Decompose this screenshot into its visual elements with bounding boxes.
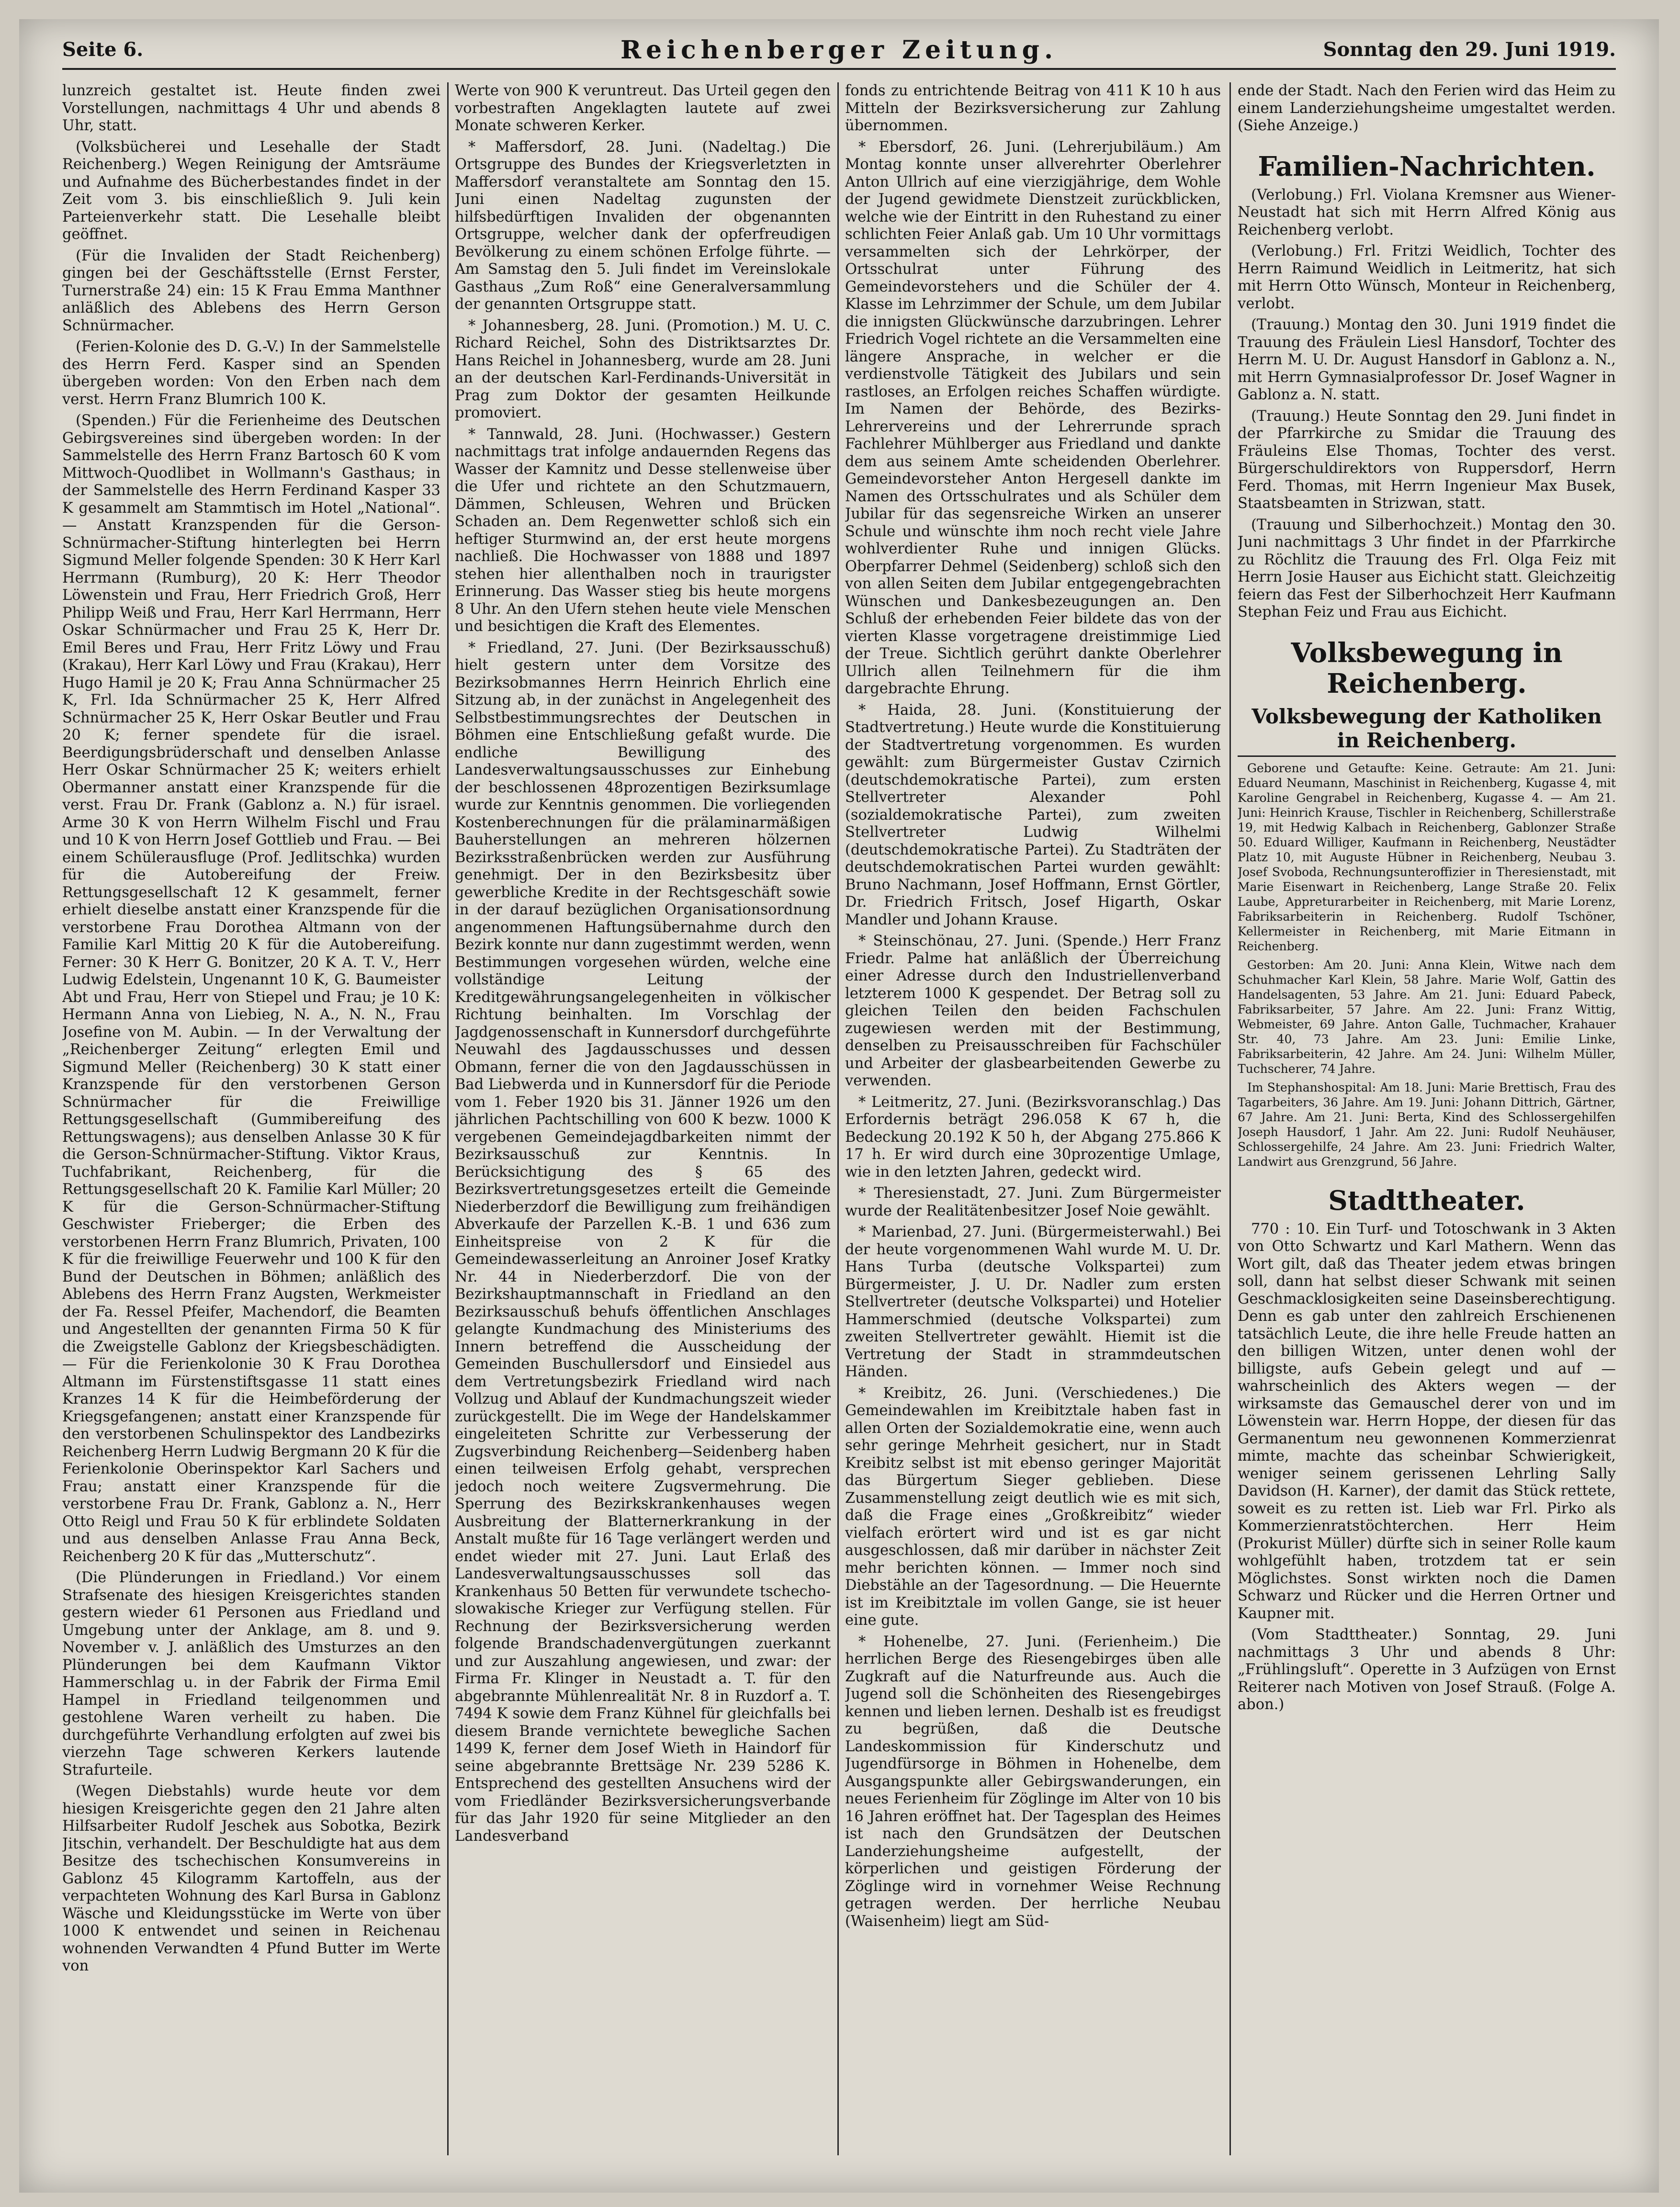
article-text: * Leitmeritz, 27. Juni. (Bezirksvoranschlag.) Das Erfordernis beträgt 296.058 K 67 h, die Bedeckung 20.192 K 50 h, der Abgang 275.866 K 17 h. Er wird durch eine 30prozentige Umlage, wie in den letzten Jahren, gedeckt wird. bbox=[845, 1093, 1221, 1181]
article-text: * Friedland, 27. Juni. (Der Bezirksausschuß) hielt gestern unter dem Vorsitze des Bezirksobmannes Herrn Heinrich Ehrlich eine Sitzung ab, in der zunächst in Angelegenheit des Selbstbestimmungsrechtes der Deutschen in Böhmen eine Entschließung gefaßt wurde. Die endliche Bewilligung des Landesverwaltungsausschusses zur Einhebung der beschlossenen 48prozentigen Bezirksumlage wurde zur Kenntnis genommen. Die vorliegenden Kostenberechnungen für die prälaminarmäßigen Bauherstellungen an mehreren hölzernen Bezirksstraßenbrücken werden zur Ausführung genehmigt. Der in den Bezirksbesitz über gewerbliche Kredite in der Rechtsgeschäft sowie in der darauf bezüglichen Organisationsordnung angenommenen Haftungsübernahme durch den Bezirk konnte nur dann zugestimmt werden, wenn Bestimmungen vorgesehen würden, welche eine vollständige Leitung der Kreditgewährungsangelegenheiten in völkischer Richtung beinhalten. Im Vorschlag der Jagdgenossenschaft in Kunnersdorf durchgeführte Neuwahl des Jagdausschusses und dessen Obmann, ferner die von den Jagdausschüssen in Bad Liebwerda und in Kunnersdorf für die Periode vom 1. Feber 1920 bis 31. Jänner 1926 um den jährlichen Pachtschilling von 600 K bezw. 1000 K vergebenen Gemeindejagdbarkeiten nimmt der Bezirksausschuß zur Kenntnis. In Berücksichtigung des § 65 des Bezirksvertretungsgesetzes erteilt die Gemeinde Niederberzdorf die Bewilligung zum freihändigen Abverkaufe der Parzellen K.-B. 1 und 636 zum Einheitspreise von 2 K für die Gemeindewasserleitung an Anroiner Josef Kratky Nr. 44 in Niederberzdorf. Die von der Bezirkshauptmannschaft in Friedland an den Bezirksausschuß behufs öffentlichen Anschlages gelangte Kundmachung des Ministeriums des Innern betreffend die Ausscheidung der Gemeinden Buschullersdorf und Einsiedel aus dem Vertretungsbezirk Friedland wird nach Vollzug und Ablauf der Kundmachungszeit wieder zurückgestellt. Die im Wege der Handelskammer eingeleiteten Schritte zur Verbesserung der Zugsverbindung Reichenberg—Seidenberg haben einen teilweisen Erfolg gehabt, versprechen jedoch noch weitere Zugsvermehrung. Die Sperrung des Bezirkskrankenhauses wegen Ausbreitung der Blatternerkrankung in der Anstalt mußte für 16 Tage verlängert werden und endet wieder mit 27. Juni. Laut Erlaß des Landesverwaltungsausschusses soll das Krankenhaus 50 Betten für verwundete tschecho-slowakische Krieger zur Verfügung stellen. Für Rechnung der Bezirksversicherung werden folgende Brandschadenvergütungen zuerkannt und zur Auszahlung angewiesen, und zwar: der Firma Fr. Klinger in Neustadt a. T. für den abgebrannte Mühlenrealität Nr. 8 in Ruzdorf a. T. 7494 K sowie dem Franz Kühnel für gleichfalls bei diesem Brande vernichtete bewegliche Sachen 1499 K, ferner dem Josef Wieth in Haindorf für seine abgebrannte Brettsäge Nr. 239 5286 K. Entsprechend des gestellten Ansuchens wird der vom Friedländer Bezirksversicherungsverbande für das Jahr 1920 für seine Mitglieder an den Landesverband bbox=[455, 639, 831, 1845]
article-text: * Marienbad, 27. Juni. (Bürgermeisterwahl.) Bei der heute vorgenommenen Wahl wurde M. U. Dr. Hans Turba (deutsche Volkspartei) zum Bürgermeister, J. U. Dr. Nadler zum ersten Stellvertreter (deutsche Volkspartei) und Hotelier Hammerschmied (deutsche Volkspartei) zum zweiten Stellvertreter gewählt. Hiemit ist die Vertretung der Stadt in strammdeutschen Händen. bbox=[845, 1224, 1221, 1380]
article-text: * Hohenelbe, 27. Juni. (Ferienheim.) Die herrlichen Berge des Riesengebirges üben alle Zugkraft auf die Naturfreunde aus. Auch die Jugend soll die Schönheiten des Riesengebirges kennen und lieben lernen. Deshalb ist es freudigst zu begrüßen, daß die Deutsche Landeskommission für Kinderschutz und Jugendfürsorge in Böhmen in Hohenelbe, dem Ausgangspunkte aller Gebirgswanderungen, ein neues Ferienheim für Zöglinge im Alter von 10 bis 16 Jahren eröffnet hat. Der Tagesplan des Heimes ist nach den Grundsätzen der Deutschen Landerziehungsheime aufgestellt, der körperlichen und geistigen Förderung der Zöglinge wird in vornehmer Weise Rechnung getragen werden. Der herrliche Neubau (Waisenheim) liegt am Süd- bbox=[845, 1633, 1221, 1930]
article-text: Werte von 900 K veruntreut. Das Urteil gegen den vorbestraften Angeklagten lautete auf zwei Monate schweren Kerker. bbox=[455, 82, 831, 134]
newspaper-page bbox=[19, 19, 1659, 2193]
vital-stats-text: Geborene und Getaufte: Keine. Getraute: Am 21. Juni: Eduard Neumann, Maschinist in Reichenberg, Kugasse 4, mit Karoline Gengrabel in Reichenberg, Kugasse 4. — Am 21. Juni: Heinrich Krause, Tischler in Reichenberg, Schillerstraße 19, mit Hedwig Kalbach in Reichenberg, Gablonzer Straße 50. Eduard Williger, Kaufmann in Reichenberg, Neustädter Platz 10, mit Auguste Hübner in Reichenberg, Neubau 3. Josef Svoboda, Rechnungsunteroffizier in Theresienstadt, mit Marie Eisenwart in Reichenberg, Lange Straße 20. Felix Laube, Appreturarbeiter in Reichenberg, mit Marie Lorenz, Fabriksarbeiterin in Reichenberg. Rudolf Tschöner, Kellermeister in Reichenberg, mit Marie Eitmann in Reichenberg. bbox=[1238, 761, 1616, 953]
article-text: * Theresienstadt, 27. Juni. Zum Bürgermeister wurde der Realitätenbesitzer Josef Noie gewählt. bbox=[845, 1185, 1221, 1219]
issue-date: Sonntag den 29. Juni 1919. bbox=[1323, 38, 1616, 61]
vital-stats-block bbox=[1238, 761, 1616, 1169]
article-text: fonds zu entrichtende Beitrag von 411 K 10 h aus Mitteln der Bezirksversicherung zur Zahlung übernommen. bbox=[845, 82, 1221, 134]
article-text: (Spenden.) Für die Ferienheime des Deutschen Gebirgsvereines sind übergeben worden: In der Sammelstelle des Herrn Franz Bartosch 60 K vom Mittwoch-Quodlibet in Wollmann's Gasthaus; in der Sammelstelle des Herrn Ferdinand Kasper 33 K gesammelt am Stammtisch im Hotel „National“. — Anstatt Kranzspenden für die Gerson-Schnürmacher-Stiftung hinterlegten bei Herrn Sigmund Meller folgende Spenden: 30 K Herr Karl Herrmann (Rumburg), 20 K: Herr Theodor Löwenstein und Frau, Herr Friedrich Groß, Herr Philipp Weiß und Frau, Herr Karl Herrmann, Herr Oskar Schnürmacher und Frau 25 K, Herr Dr. Emil Beres und Frau, Herr Fritz Löwy und Frau (Krakau), Herr Karl Löwy und Frau (Krakau), Herr Hugo Hamil je 20 K; Frau Anna Schnürmacher 25 K, Frl. Ida Schnürmacher 25 K, Herr Alfred Schnürmacher 25 K, Herr Oskar Beutler und Frau 20 K; ferner spendete für die israel. Beerdigungsbrüderschaft und denselben Anlasse Herr Oskar Schnürmacher 25 K; weiters erhielt Obermanner anstatt einer Kranzspende für die verst. Frau Dr. Frank (Gablonz a. N.) für israel. Arme 30 K von Herrn Wilhelm Fischl und Frau und 10 K von Herrn Josef Gottlieb und Frau. — Bei einem Schülerausfluge (Prof. Jedlitschka) wurden für die Autobereifung der Freiw. Rettungsgesellschaft 12 K gesammelt, ferner erhielt dieselbe anstatt einer Kranzspende für die verstorbene Frau Dorothea Altmann von der Familie Karl Mittig 20 K für die Autobereifung. Ferner: 30 K Herr G. Bonitzer, 20 K A. T. V., Herr Ludwig Edelstein, Ungenannt 10 K, G. Baumeister Abt und Frau, Herr von Stiepel und Frau; je 10 K: Hermann Anna von Liebieg, N. A., N. N., Frau Josefine von M. Aubin. — In der Verwaltung der „Reichenberger Zeitung“ erlegten Emil und Sigmund Meller (Reichenberg) 30 K statt einer Kranzspende für den verstorbenen Gerson Schnürmacher für die Freiwillige Rettungsgesellschaft (Gummibereifung des Rettungswagens); aus denselben Anlasse 30 K für die Gerson-Schnürmacher-Stiftung. Viktor Kraus, Tuchfabrikant, Reichenberg, für die Rettungsgesellschaft 20 K. Familie Karl Müller; 20 K für die Gerson-Schnürmacher-Stiftung Geschwister Frieberger; die Erben des verstorbenen Herrn Franz Blumrich, Privaten, 100 K für die freiwillige Feuerwehr und 100 K für den Bund der Deutschen in Böhmen; anläßlich des Ablebens des Herrn Franz Augsten, Werkmeister der Fa. Ressel Pfeifer, Machendorf, die Beamten und Angestellten der genannten Firma 50 K für die Zweigstelle Gablonz der Kriegsbeschädigten. — Für die Ferienkolonie 30 K Frau Dorothea Altmann im Fürstenstiftsgasse 11 statt eines Kranzes 14 K für die Heimbeförderung der Kriegsgefangenen; anstatt einer Kranzspende für den verstorbenen Schulinspektor des Landbezirks Reichenberg Herrn Ludwig Bergmann 20 K für die Ferienkolonie Oberinspektor Karl Sachers und Frau; anstatt einer Kranzspende für die verstorbene Frau Dr. Frank, Gablonz a. N., Herr Otto Reigl und Frau 50 K für erblindete Soldaten und aus denselben Anlasse Frau Anna Beck, Reichenberg 20 K für das „Mutterschutz“. bbox=[62, 412, 440, 1565]
vital-stats-text: Gestorben: Am 20. Juni: Anna Klein, Witwe nach dem Schuhmacher Karl Klein, 58 Jahre. Marie Wolf, Gattin des Handelsagenten, 53 Jahre. Am 21. Juni: Eduard Pabeck, Fabriksarbeiter, 57 Jahre. Am 22. Juni: Franz Wittig, Webmeister, 69 Jahre. Anton Galle, Tuchmacher, Krahauer Str. 40, 73 Jahre. Am 23. Juni: Emilie Linke, Fabriksarbeiterin, 42 Jahre. Am 24. Juni: Wilhelm Müller, Tuchscherer, 74 Jahre. bbox=[1238, 957, 1616, 1076]
article-text: (Für die Invaliden der Stadt Reichenberg) gingen bei der Geschäftsstelle (Ernst Ferster, Turnerstraße 24) ein: 15 K Frau Emma Manthner anläßlich des Ablebens des Herrn Gerson Schnürmacher. bbox=[62, 247, 440, 334]
article-text: lunzreich gestaltet ist. Heute finden zwei Vorstellungen, nachmittags 4 Uhr und abends 8 Uhr, statt. bbox=[62, 82, 440, 134]
article-text: * Johannesberg, 28. Juni. (Promotion.) M. U. C. Richard Reichel, Sohn des Distriktsarztes Dr. Hans Reichel in Johannesberg, wurde am 28. Juni an der deutschen Karl-Ferdinands-Universität in Prag zum Doktor der gesamten Heilkunde promoviert. bbox=[455, 317, 831, 421]
article-text: * Haida, 28. Juni. (Konstituierung der Stadtvertretung.) Heute wurde die Konstituierung der Stadtvertretung vorgenommen. Es wurden gewählt: zum Bürgermeister Gustav Czirnich (deutschdemokratische Partei), zum ersten Stellvertreter Alexander Pohl (sozialdemokratische Partei), zum zweiten Stellvertreter Ludwig Wilhelmi (deutschdemokratische Partei). Zu Stadträten der deutschdemokratischen Partei wurden gewählt: Bruno Nachmann, Josef Hoffmann, Ernst Görtler, Dr. Friedrich Fritsch, Josef Higarth, Oskar Mandler und Johann Krause. bbox=[845, 701, 1221, 928]
article-text: * Tannwald, 28. Juni. (Hochwasser.) Gestern nachmittags trat infolge andauernden Regens das Wasser der Kamnitz und Desse stellenweise über die Ufer und richtete an den Schutzmauern, Dämmen, Schleusen, Wehren und Brücken Schaden an. Dem Regenwetter schloß sich ein heftiger Sturmwind an, der erst heute morgens nachließ. Die Hochwasser von 1888 und 1897 stehen hier allenthalben noch in traurigster Erinnerung. Das Wasser stieg bis heute morgens 8 Uhr. An den Ufern stehen heute viele Menschen und besichtigen die Kraft des Elementes. bbox=[455, 426, 831, 635]
article-text: (Die Plünderungen in Friedland.) Vor einem Strafsenate des hiesigen Kreisgerichtes standen gestern wieder 61 Personen aus Friedland und Umgebung unter der Anklage, am 8. und 9. November v. J. anläßlich des Umsturzes an den Plünderungen bei dem Kaufmann Viktor Hammerschlag u. in der Fabrik der Firma Emil Hampel in Friedland teilgenommen und gestohlene Waren verheilt zu haben. Die durchgeführte Verhandlung erfolgten auf zwei bis vierzehn Tage schweren Kerkers lautende Strafurteile. bbox=[62, 1569, 440, 1779]
column-rule bbox=[837, 82, 839, 2155]
column-2 bbox=[455, 82, 831, 2155]
family-notice: (Trauung und Silberhochzeit.) Montag den 30. Juni nachmittags 3 Uhr findet in der Pfarrkirche zu Röchlitz die Trauung des Frl. Olga Feiz mit Herrn Josie Hauser aus Eichicht statt. Gleichzeitig feiern das Fest der Silberhochzeit Herr Kaufmann Stephan Feiz und Frau aus Eichicht. bbox=[1238, 516, 1616, 620]
newspaper-title: Reichenberger Zeitung. bbox=[620, 35, 1058, 65]
column-rule bbox=[447, 82, 449, 2155]
article-text: * Maffersdorf, 28. Juni. (Nadeltag.) Die Ortsgruppe des Bundes der Kriegsverletzten in Maffersdorf veranstaltete am Sonntag den 15. Juni einen Nadeltag zugunsten der hilfsbedürftigen Invaliden der obgenannten Ortsgruppe, welcher dank der opferfreudigen Bevölkerung zu einem schönen Erfolge führte. — Am Samstag den 5. Juli findet im Vereinslokale Gasthaus „Zum Roß“ eine Generalversammlung der genannten Ortsgruppe statt. bbox=[455, 138, 831, 313]
family-notice: (Verlobung.) Frl. Violana Kremsner aus Wiener-Neustadt hat sich mit Herrn Alfred König aus Reichenberg verlobt. bbox=[1238, 186, 1616, 238]
column-4 bbox=[1238, 82, 1616, 2155]
theatre-notice: (Vom Stadttheater.) Sonntag, 29. Juni nachmittags 3 Uhr und abends 8 Uhr: „Frühlingsluft“. Operette in 3 Aufzügen von Ernst Reiterer nach Motiven von Josef Strauß. (Folge A. abon.) bbox=[1238, 1626, 1616, 1713]
column-1 bbox=[62, 82, 440, 2155]
theatre-review: 770 : 10. Ein Turf- und Totoschwank in 3 Akten von Otto Schwartz und Karl Mathern. Wenn das Wort gilt, daß das Theater jedem etwas bringen soll, dann hat selbst dieser Schwank mit seinen Geschmacklosigkeiten seine Daseinsberechtigung. Denn es gab unter den zahlreich Erschienenen tatsächlich Leute, die ihre helle Freude hatten an den billigen Witzen, unter denen wohl der billigste, aufs Gebein gelegt und auf — wahrscheinlich des Akters wegen — der wirksamste das Gemauschel derer von und im Löwenstein war. Herrn Hoppe, der diesen für das Germanentum neu gewonnenen Kommerzienrat mimte, machte das scheinbar Schwierigkeit, weniger seinem gerissenen Lehrling Sally Davidson (H. Karner), der damit das Stück rettete, soweit es zu retten ist. Lieb war Frl. Pirko als Kommerzienratstöchterchen. Herr Heim (Prokurist Müller) dürfte sich in seiner Rolle kaum wohlgefühlt haben, trotzdem tat er sein Möglichstes. Sonst wirkten noch die Damen Schwarz und Rücker und die Herren Ortner und Kaupner mit. bbox=[1238, 1220, 1616, 1622]
section-heading-family: Familien-Nachrichten. bbox=[1258, 150, 1596, 182]
article-text: * Ebersdorf, 26. Juni. (Lehrerjubiläum.) Am Montag konnte unser allverehrter Oberlehrer Anton Ullrich auf eine vierzigjährige, dem Wohle der Jugend gewidmete Dienstzeit zurückblicken, welche wie der Eintritt in den Ruhestand zu einer schlichten Feier Anlaß gab. Um 10 Uhr vormittags versammelten sich der Lehrkörper, der Ortsschulrat unter Führung des Gemeindevorstehers und die Schüler der 4. Klasse im Lehrzimmer der Schule, um dem Jubilar die innigsten Glückwünsche darzubringen. Lehrer Friedrich Vogel richtete an die Versammelten eine längere Ansprache, in welcher er die verdienstvolle Tätigkeit des Jubilars und sein rastloses, an Erfolgen reiches Schaffen würdigte. Im Namen der Behörde, des Bezirks-Lehrervereins und der Lehrerrunde sprach Fachlehrer Mühlberger aus Friedland und dankte dem aus seinem Amte scheidenden Oberlehrer. Gemeindevorsteher Anton Hergesell dankte im Namen des Ortsschulrates und als Schüler dem Jubilar für das segensreiche Wirken an unserer Schule und wünschte ihm noch recht viele Jahre wohlverdienter Ruhe und innigen Glücks. Oberpfarrer Dehmel (Seidenberg) schloß sich den von allen Seiten dem Jubilar entgegengebrachten Wünschen und Dankesbezeugungen an. Den Schluß der erhebenden Feier bildete das von der vierten Klasse vorgetragene dreistimmige Lied der Treue. Sichtlich gerührt dankte Oberlehrer Ullrich allen Teilnehmern für die ihm dargebrachte Ehrung. bbox=[845, 138, 1221, 697]
subsection-heading: Volksbewegung der Katholiken in Reichenberg. bbox=[1238, 705, 1616, 757]
column-3 bbox=[845, 82, 1221, 2155]
family-notice: (Verlobung.) Frl. Fritzi Weidlich, Tochter des Herrn Raimund Weidlich in Leitmeritz, hat sich mit Herrn Otto Wünsch, Monteur in Reichenberg, verlobt. bbox=[1238, 243, 1616, 312]
page-number: Seite 6. bbox=[62, 38, 144, 61]
article-text: (Volksbücherei und Lesehalle der Stadt Reichenberg.) Wegen Reinigung der Amtsräume und Aufnahme des Bücherbestandes findet in der Zeit vom 3. bis einschließlich 9. Juli kein Parteienverkehr statt. Die Lesehalle bleibt geöffnet. bbox=[62, 138, 440, 243]
section-heading-theatre: Stadttheater. bbox=[1328, 1184, 1525, 1216]
column-rule bbox=[1229, 82, 1231, 2155]
family-notice: (Trauung.) Heute Sonntag den 29. Juni findet in der Pfarrkirche zu Smidar die Trauung des Fräuleins Else Thomas, Tochter des verst. Bürgerschuldirektors von Ruppersdorf, Herrn Ferd. Thomas, mit Herrn Ingenieur Max Busek, Staatsbeamten in Strizwan, statt. bbox=[1238, 407, 1616, 512]
article-text: (Ferien-Kolonie des D. G.-V.) In der Sammelstelle des Herrn Ferd. Kasper sind an Spenden übergeben worden: Von den Erben nach dem verst. Herrn Franz Blumrich 100 K. bbox=[62, 338, 440, 408]
article-text: (Wegen Diebstahls) wurde heute vor dem hiesigen Kreisgerichte gegen den 21 Jahre alten Hilfsarbeiter Rudolf Jeschek aus Sobotka, Bezirk Jitschin, verhandelt. Der Beschuldigte hat aus dem Besitze des tschechischen Konsumvereins in Gablonz 45 Kilogramm Kartoffeln, aus der verpachteten Wohnung des Karl Bursa in Gablonz Wäsche und Kleidungsstücke im Werte von über 1000 K entwendet und seinen in Reichenau wohnenden Verwandten 4 Pfund Butter im Werte von bbox=[62, 1783, 440, 1974]
article-text: * Kreibitz, 26. Juni. (Verschiedenes.) Die Gemeindewahlen im Kreibitztale haben fast in allen Orten der Sozialdemokratie eine, wenn auch sehr geringe Mehrheit gesichert, nur in Stadt Kreibitz selbst ist mit ebenso geringer Majorität das Bürgertum Sieger geblieben. Diese Zusammenstellung zeigt deutlich wie es mit sich, daß die Frage eines „Großkreibitz“ wieder vielfach erörtert wird und ist es gar nicht ausgeschlossen, daß mir darüber in nächster Zeit mehr berichten können. — Immer noch sind Diebstähle an der Tagesordnung. — Die Heuernte ist im Kreibitztale im vollen Gange, sie ist heuer eine gute. bbox=[845, 1385, 1221, 1629]
page-header bbox=[62, 34, 1616, 70]
article-text: * Steinschönau, 27. Juni. (Spende.) Herr Franz Friedr. Palme hat anläßlich der Überreichung einer Adresse durch den Industriellenverband letzterem 1000 K gespendet. Der Betrag soll zu gleichen Teilen den beiden Fachschulen zugewiesen werden mit der Bestimmung, denselben zu Preisausschreiben für Fachschüler und Arbeiter der glasbearbeitenden Gewerbe zu verwenden. bbox=[845, 933, 1221, 1089]
article-text: ende der Stadt. Nach den Ferien wird das Heim zu einem Landerziehungsheime umgestaltet werden. (Siehe Anzeige.) bbox=[1238, 82, 1616, 134]
vital-stats-text: Im Stephanshospital: Am 18. Juni: Marie Brettisch, Frau des Tagarbeiters, 36 Jahre. Am 19. Juni: Johann Dittrich, Gärtner, 67 Jahre. Am 21. Juni: Berta, Kind des Schlossergehilfen Joseph Hausdorf, 1 Jahr. Am 22. Juni: Rudolf Neuhäuser, Schlossergehilfe, 24 Jahre. Am 23. Juni: Friedrich Walter, Landwirt aus Grenzgrund, 56 Jahre. bbox=[1238, 1080, 1616, 1169]
section-heading-vital-stats: Volksbewegung in Reichenberg. bbox=[1291, 637, 1563, 699]
family-notice: (Trauung.) Montag den 30. Juni 1919 findet die Trauung des Fräulein Liesl Hansdorf, Tochter des Herrn M. U. Dr. August Hansdorf in Gablonz a. N., mit Herrn Gymnasialprofessor Dr. Josef Wagner in Gablonz a. N. statt. bbox=[1238, 316, 1616, 403]
